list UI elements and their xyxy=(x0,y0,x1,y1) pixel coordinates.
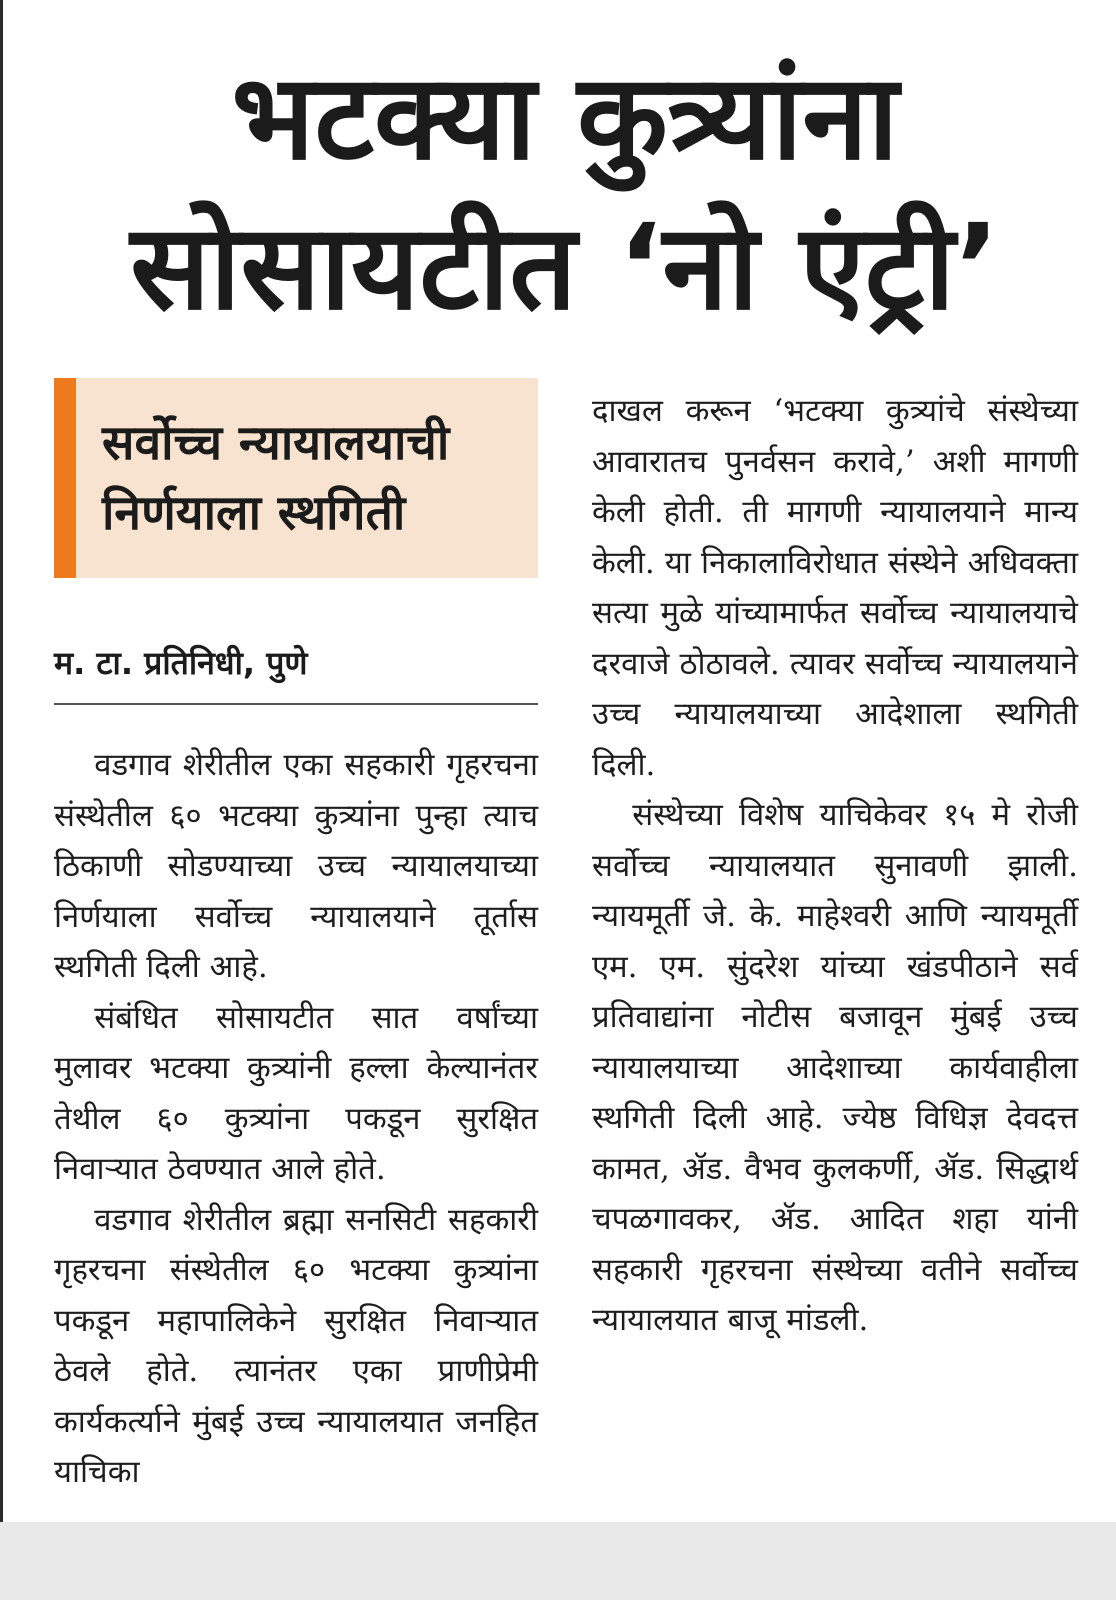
byline-divider xyxy=(54,703,538,705)
paragraph-1: वडगाव शेरीतील एका सहकारी गृहरचना संस्थेतील ६० भटक्या कुत्र्यांना पुन्हा त्याच ठिकाणी सोडण्याच्या उच्च न्यायालयाच्या निर्णयाला सर्वोच्च न्यायालयाने तूर्तास स्थगिती दिली आहे. xyxy=(54,747,538,985)
paragraph-3: वडगाव शेरीतील ब्रह्मा सनसिटी सहकारी गृहरचना संस्थेतील ६० भटक्या कुत्र्यांना पकडून महापालिकेने सुरक्षित निवाऱ्यात ठेवले होते. त्यानंतर एका प्राणीप्रेमी कार्यकर्त्याने मुंबई उच्च न्यायालयात जनहित याचिका xyxy=(54,1201,538,1490)
page-bottom-margin xyxy=(0,1522,1116,1600)
headline-line-1: भटक्या कुत्र्यांना xyxy=(231,48,899,186)
article-column-right xyxy=(592,386,1078,1346)
subheadline-line-2: निर्णयाला स्थगिती xyxy=(102,485,406,541)
article-column-left xyxy=(54,740,538,1498)
page-left-border xyxy=(0,0,3,1522)
byline: म. टा. प्रतिनिधी, पुणे xyxy=(54,644,308,682)
paragraph-3-continued: दाखल करून ‘भटक्या कुत्र्यांचे संस्थेच्या आवारातच पुनर्वसन करावे,’ अशी मागणी केली होती. ती मागणी न्यायालयाने मान्य केली. या निकालाविरोधात संस्थेने अधिवक्ता सत्या मुळे यांच्यामार्फत सर्वोच्च न्यायालयाचे दरवाजे ठोठावले. त्यावर सर्वोच्च न्यायालयाने उच्च न्यायालयाच्या आदेशाला स्थगिती दिली. xyxy=(592,393,1078,783)
headline-line-2: सोसायटीत ‘नो एंट्री’ xyxy=(130,198,1000,336)
paragraph-4: संस्थेच्या विशेष याचिकेवर १५ मे रोजी सर्वोच्च न्यायालयात सुनावणी झाली. न्यायमूर्ती जे. के. माहेश्वरी आणि न्यायमूर्ती एम. एम. सुंदरेश यांच्या खंडपीठाने सर्व प्रतिवाद्यांना नोटीस बजावून मुंबई उच्च न्यायालयाच्या आदेशाच्या कार्यवाहीला स्थगिती दिली आहे. ज्येष्ठ विधिज्ञ देवदत्त कामत, ॲड. वैभव कुलकर्णी, ॲड. सिद्धार्थ चपळगावकर, ॲड. आदित शहा यांनी सहकारी गृहरचना संस्थेच्या वतीने सर्वोच्च न्यायालयात बाजू मांडली. xyxy=(592,797,1078,1338)
subheadline-box xyxy=(54,378,538,578)
subheadline-accent-bar xyxy=(54,378,76,578)
subheadline-line-1: सर्वोच्च न्यायालयाची xyxy=(102,415,450,471)
paragraph-2: संबंधित सोसायटीत सात वर्षांच्या मुलावर भटक्या कुत्र्यांनी हल्ला केल्यानंतर तेथील ६० कुत्र्यांना पकडून सुरक्षित निवाऱ्यात ठेवण्यात आले होते. xyxy=(54,999,538,1187)
subheadline xyxy=(102,408,532,548)
headline xyxy=(40,42,1090,342)
